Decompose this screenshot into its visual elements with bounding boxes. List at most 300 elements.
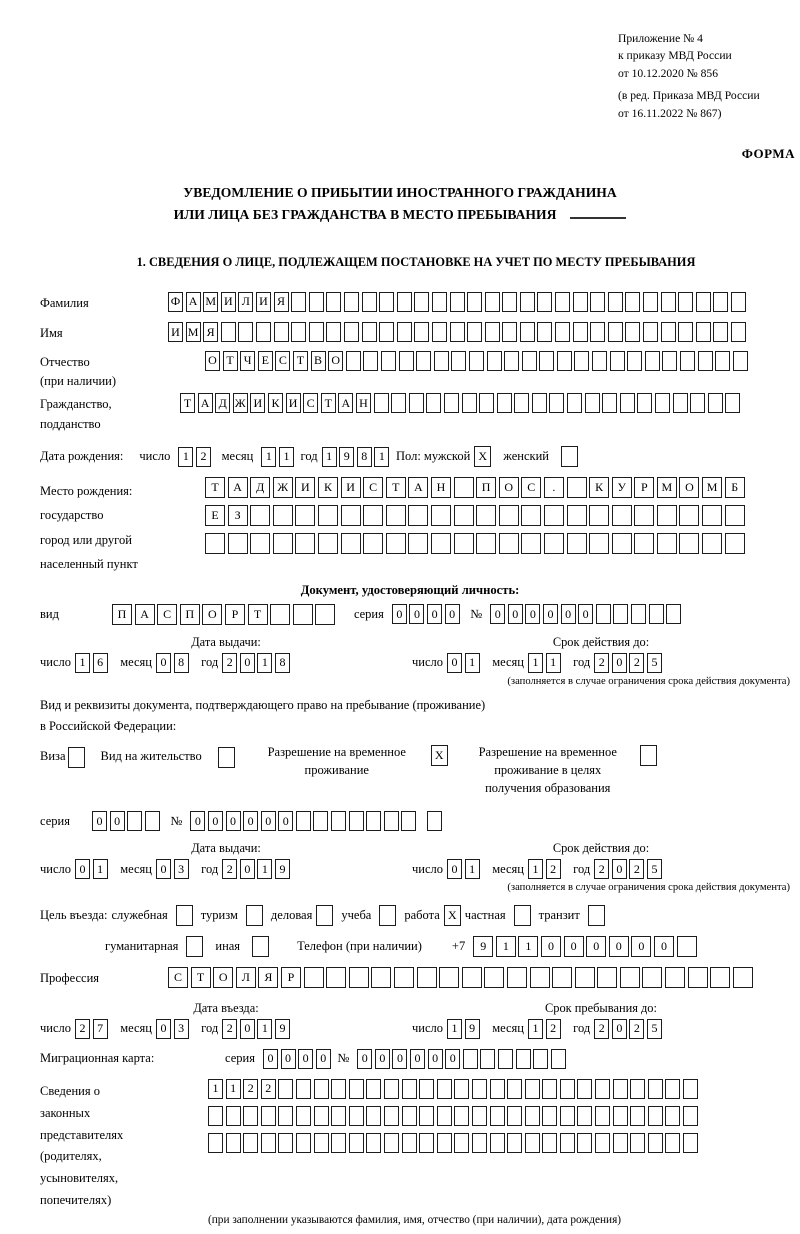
char-cell[interactable] [344,292,359,312]
char-cell[interactable] [521,505,541,526]
char-cell[interactable] [665,1106,680,1126]
char-cell[interactable]: 2 [629,653,644,673]
char-cell[interactable] [490,1133,505,1153]
char-cell[interactable] [408,533,428,554]
char-cell[interactable]: С [521,477,541,498]
char-cell[interactable] [341,505,361,526]
char-cell[interactable] [318,533,338,554]
char-cell[interactable] [463,1049,478,1069]
char-cell[interactable] [507,1079,522,1099]
char-cell[interactable] [585,393,600,413]
char-cell[interactable] [575,967,595,988]
char-cell[interactable] [419,1106,434,1126]
char-cell[interactable] [485,292,500,312]
char-cell[interactable]: 8 [275,653,290,673]
char-cell[interactable] [657,505,677,526]
char-cell[interactable] [454,1079,469,1099]
char-cell[interactable] [627,351,642,371]
res-valid-month-cells[interactable] [528,859,563,879]
char-cell[interactable]: 0 [243,811,258,831]
char-cell[interactable]: 0 [156,653,171,673]
doc-series-cells[interactable] [392,604,462,624]
char-cell[interactable] [595,1106,610,1126]
char-cell[interactable] [278,1106,293,1126]
char-cell[interactable]: А [338,393,353,413]
char-cell[interactable]: А [228,477,248,498]
id-issue-year-cells[interactable] [222,653,292,673]
char-cell[interactable] [537,292,552,312]
char-cell[interactable] [450,292,465,312]
char-cell[interactable]: И [341,477,361,498]
char-cell[interactable]: 1 [75,653,90,673]
char-cell[interactable] [713,322,728,342]
char-cell[interactable]: 1 [518,936,538,957]
char-cell[interactable] [507,1133,522,1153]
char-cell[interactable]: О [679,477,699,498]
char-cell[interactable]: М [186,322,201,342]
char-cell[interactable] [649,604,664,624]
char-cell[interactable]: Р [281,967,301,988]
char-cell[interactable]: Н [356,393,371,413]
char-cell[interactable] [637,393,652,413]
char-cell[interactable] [366,1133,381,1153]
char-cell[interactable] [552,967,572,988]
char-cell[interactable] [454,1133,469,1153]
sex-female-checkbox[interactable] [561,446,578,467]
char-cell[interactable]: 2 [546,1019,561,1039]
char-cell[interactable]: 5 [647,859,662,879]
char-cell[interactable]: О [328,351,343,371]
char-cell[interactable] [516,1049,531,1069]
char-cell[interactable] [655,393,670,413]
char-cell[interactable] [250,505,270,526]
char-cell[interactable]: Ж [273,477,293,498]
char-cell[interactable] [522,351,537,371]
char-cell[interactable] [485,322,500,342]
char-cell[interactable] [315,604,335,625]
char-cell[interactable] [521,533,541,554]
char-cell[interactable] [371,967,391,988]
char-cell[interactable]: И [221,292,236,312]
char-cell[interactable] [502,292,517,312]
char-cell[interactable] [386,533,406,554]
char-cell[interactable]: З [228,505,248,526]
temp-residence-checkbox[interactable] [431,745,448,766]
char-cell[interactable] [408,505,428,526]
char-cell[interactable]: Т [191,967,211,988]
representatives-row1-cells[interactable] [208,1079,701,1099]
char-cell[interactable] [549,393,564,413]
char-cell[interactable]: Н [431,477,451,498]
char-cell[interactable]: 0 [612,859,627,879]
char-cell[interactable] [625,292,640,312]
char-cell[interactable] [384,1106,399,1126]
char-cell[interactable] [252,936,269,957]
char-cell[interactable]: 2 [196,447,211,467]
char-cell[interactable] [243,1106,258,1126]
profession-cells[interactable] [168,967,755,988]
char-cell[interactable] [678,292,693,312]
char-cell[interactable] [291,322,306,342]
char-cell[interactable] [304,967,324,988]
char-cell[interactable] [731,292,746,312]
char-cell[interactable]: 0 [392,604,407,624]
char-cell[interactable] [437,1079,452,1099]
char-cell[interactable]: 0 [392,1049,407,1069]
char-cell[interactable]: 5 [647,1019,662,1039]
char-cell[interactable] [349,1133,364,1153]
char-cell[interactable] [261,1133,276,1153]
purpose-private-checkbox[interactable] [514,905,531,926]
char-cell[interactable]: 0 [578,604,593,624]
char-cell[interactable] [520,292,535,312]
char-cell[interactable] [532,393,547,413]
char-cell[interactable] [688,967,708,988]
char-cell[interactable] [362,322,377,342]
char-cell[interactable]: 0 [445,604,460,624]
char-cell[interactable] [68,747,85,768]
char-cell[interactable] [472,1106,487,1126]
char-cell[interactable] [589,533,609,554]
char-cell[interactable]: П [180,604,200,625]
char-cell[interactable] [246,905,263,926]
char-cell[interactable] [278,1079,293,1099]
birth-day-cells[interactable] [178,447,213,467]
char-cell[interactable] [577,1133,592,1153]
char-cell[interactable] [309,292,324,312]
char-cell[interactable] [497,393,512,413]
char-cell[interactable] [690,393,705,413]
char-cell[interactable] [725,505,745,526]
char-cell[interactable]: 0 [508,604,523,624]
char-cell[interactable] [551,1049,566,1069]
char-cell[interactable]: 0 [240,1019,255,1039]
char-cell[interactable]: С [303,393,318,413]
purpose-other-checkbox[interactable] [252,936,269,957]
id-issue-day-cells[interactable] [75,653,110,673]
char-cell[interactable]: 9 [465,1019,480,1039]
char-cell[interactable]: 2 [222,653,237,673]
char-cell[interactable] [386,505,406,526]
char-cell[interactable] [454,505,474,526]
char-cell[interactable]: 1 [322,447,337,467]
char-cell[interactable]: X [431,745,448,766]
char-cell[interactable] [596,604,611,624]
char-cell[interactable] [397,322,412,342]
doc-kind-cells[interactable] [112,604,338,625]
char-cell[interactable]: Т [205,477,225,498]
char-cell[interactable] [708,393,723,413]
purpose-business-checkbox[interactable] [316,905,333,926]
res-number-extra-cell[interactable] [427,811,445,831]
char-cell[interactable]: Т [180,393,195,413]
char-cell[interactable]: Ж [233,393,248,413]
char-cell[interactable] [537,322,552,342]
char-cell[interactable] [270,604,290,625]
res-issue-year-cells[interactable] [222,859,292,879]
char-cell[interactable]: 2 [243,1079,258,1099]
char-cell[interactable] [560,1106,575,1126]
char-cell[interactable]: М [203,292,218,312]
char-cell[interactable] [620,393,635,413]
char-cell[interactable] [634,533,654,554]
id-valid-year-cells[interactable] [594,653,664,673]
purpose-official-checkbox[interactable] [176,905,193,926]
id-issue-month-cells[interactable] [156,653,191,673]
char-cell[interactable]: 0 [92,811,107,831]
char-cell[interactable] [243,1133,258,1153]
char-cell[interactable]: 1 [208,1079,223,1099]
char-cell[interactable] [432,322,447,342]
char-cell[interactable]: 8 [357,447,372,467]
char-cell[interactable]: К [268,393,283,413]
char-cell[interactable] [250,533,270,554]
char-cell[interactable]: 0 [357,1049,372,1069]
char-cell[interactable]: 0 [208,811,223,831]
char-cell[interactable]: Т [321,393,336,413]
char-cell[interactable] [499,533,519,554]
char-cell[interactable]: 0 [525,604,540,624]
char-cell[interactable] [567,477,587,498]
char-cell[interactable] [490,1106,505,1126]
char-cell[interactable]: 0 [156,1019,171,1039]
char-cell[interactable] [384,811,399,831]
char-cell[interactable] [432,292,447,312]
stay-year-cells[interactable] [594,1019,664,1039]
char-cell[interactable] [602,393,617,413]
char-cell[interactable]: Е [258,351,273,371]
res-issue-day-cells[interactable] [75,859,110,879]
char-cell[interactable] [313,811,328,831]
char-cell[interactable] [679,533,699,554]
purpose-work-checkbox[interactable] [444,905,461,926]
char-cell[interactable] [349,967,369,988]
char-cell[interactable] [642,967,662,988]
char-cell[interactable]: 0 [75,859,90,879]
char-cell[interactable]: 1 [528,859,543,879]
char-cell[interactable] [476,505,496,526]
char-cell[interactable] [414,292,429,312]
char-cell[interactable] [574,351,589,371]
char-cell[interactable] [640,745,657,766]
sex-male-checkbox[interactable] [474,446,491,467]
char-cell[interactable] [402,1133,417,1153]
char-cell[interactable] [733,967,753,988]
char-cell[interactable]: 1 [257,1019,272,1039]
char-cell[interactable]: 0 [156,859,171,879]
char-cell[interactable] [634,505,654,526]
char-cell[interactable] [326,292,341,312]
char-cell[interactable] [186,936,203,957]
char-cell[interactable]: 1 [528,653,543,673]
char-cell[interactable]: 0 [226,811,241,831]
char-cell[interactable] [346,351,361,371]
char-cell[interactable] [467,322,482,342]
surname-cells[interactable] [168,292,749,312]
char-cell[interactable]: 2 [75,1019,90,1039]
char-cell[interactable]: 8 [174,653,189,673]
char-cell[interactable] [479,393,494,413]
char-cell[interactable] [725,533,745,554]
char-cell[interactable] [331,1079,346,1099]
char-cell[interactable]: 1 [496,936,516,957]
char-cell[interactable]: 1 [178,447,193,467]
char-cell[interactable] [295,533,315,554]
char-cell[interactable] [630,1106,645,1126]
char-cell[interactable]: С [168,967,188,988]
char-cell[interactable] [625,322,640,342]
char-cell[interactable] [476,533,496,554]
char-cell[interactable] [683,1079,698,1099]
char-cell[interactable]: 1 [257,653,272,673]
char-cell[interactable]: 0 [375,1049,390,1069]
char-cell[interactable]: И [250,393,265,413]
char-cell[interactable]: 7 [93,1019,108,1039]
migration-number-cells[interactable] [357,1049,568,1069]
char-cell[interactable] [462,967,482,988]
char-cell[interactable]: Б [725,477,745,498]
char-cell[interactable] [677,936,697,957]
char-cell[interactable] [679,505,699,526]
char-cell[interactable] [710,967,730,988]
char-cell[interactable]: 2 [594,653,609,673]
char-cell[interactable] [713,292,728,312]
char-cell[interactable] [662,351,677,371]
char-cell[interactable] [630,1133,645,1153]
char-cell[interactable] [341,533,361,554]
char-cell[interactable]: 0 [428,1049,443,1069]
char-cell[interactable] [314,1133,329,1153]
char-cell[interactable] [261,1106,276,1126]
char-cell[interactable]: П [112,604,132,625]
char-cell[interactable] [715,351,730,371]
char-cell[interactable]: 2 [594,859,609,879]
char-cell[interactable]: 1 [93,859,108,879]
char-cell[interactable] [381,351,396,371]
char-cell[interactable] [484,967,504,988]
stay-day-cells[interactable] [447,1019,482,1039]
char-cell[interactable]: Д [215,393,230,413]
char-cell[interactable]: Т [293,351,308,371]
birthplace-row2-cells[interactable] [205,505,747,526]
char-cell[interactable] [379,292,394,312]
char-cell[interactable] [349,1079,364,1099]
res-valid-year-cells[interactable] [594,859,664,879]
char-cell[interactable] [416,351,431,371]
char-cell[interactable]: Т [248,604,268,625]
char-cell[interactable] [273,505,293,526]
char-cell[interactable] [397,292,412,312]
char-cell[interactable]: Я [203,322,218,342]
visa-checkbox[interactable] [68,747,85,768]
char-cell[interactable] [608,292,623,312]
char-cell[interactable]: 0 [316,1049,331,1069]
purpose-transit-checkbox[interactable] [588,905,605,926]
char-cell[interactable] [417,967,437,988]
char-cell[interactable] [228,533,248,554]
char-cell[interactable] [399,351,414,371]
char-cell[interactable] [469,351,484,371]
char-cell[interactable] [366,1079,381,1099]
patronymic-cells[interactable] [205,351,750,371]
char-cell[interactable]: 2 [222,1019,237,1039]
char-cell[interactable] [218,747,235,768]
char-cell[interactable] [362,292,377,312]
char-cell[interactable]: 0 [263,1049,278,1069]
char-cell[interactable] [437,1106,452,1126]
char-cell[interactable] [419,1079,434,1099]
name-cells[interactable] [168,322,749,342]
res-number-cells[interactable] [190,811,419,831]
char-cell[interactable]: 0 [541,936,561,957]
char-cell[interactable] [612,533,632,554]
char-cell[interactable] [454,533,474,554]
char-cell[interactable] [331,811,346,831]
char-cell[interactable] [696,322,711,342]
char-cell[interactable]: А [198,393,213,413]
char-cell[interactable] [331,1133,346,1153]
char-cell[interactable] [295,505,315,526]
char-cell[interactable] [733,351,748,371]
char-cell[interactable]: 0 [240,653,255,673]
char-cell[interactable] [314,1106,329,1126]
char-cell[interactable] [525,1106,540,1126]
char-cell[interactable] [439,967,459,988]
char-cell[interactable]: К [589,477,609,498]
char-cell[interactable] [374,393,389,413]
char-cell[interactable]: X [474,446,491,467]
char-cell[interactable] [544,533,564,554]
char-cell[interactable] [645,351,660,371]
char-cell[interactable] [208,1106,223,1126]
char-cell[interactable] [427,811,442,831]
char-cell[interactable]: В [311,351,326,371]
char-cell[interactable] [326,322,341,342]
char-cell[interactable] [590,322,605,342]
char-cell[interactable]: Я [258,967,278,988]
char-cell[interactable]: 0 [654,936,674,957]
char-cell[interactable] [698,351,713,371]
char-cell[interactable] [613,1079,628,1099]
char-cell[interactable] [366,811,381,831]
char-cell[interactable]: У [612,477,632,498]
char-cell[interactable]: И [286,393,301,413]
char-cell[interactable] [702,505,722,526]
char-cell[interactable]: К [318,477,338,498]
char-cell[interactable] [610,351,625,371]
char-cell[interactable] [274,322,289,342]
char-cell[interactable] [291,292,306,312]
char-cell[interactable] [419,1133,434,1153]
phone-cells[interactable] [473,936,699,957]
char-cell[interactable] [542,1079,557,1099]
char-cell[interactable] [349,1106,364,1126]
char-cell[interactable] [451,351,466,371]
char-cell[interactable] [665,967,685,988]
char-cell[interactable]: 0 [631,936,651,957]
char-cell[interactable]: А [186,292,201,312]
char-cell[interactable]: 1 [546,653,561,673]
char-cell[interactable]: 0 [110,811,125,831]
char-cell[interactable] [309,322,324,342]
char-cell[interactable]: 0 [190,811,205,831]
char-cell[interactable]: П [476,477,496,498]
char-cell[interactable]: А [408,477,428,498]
char-cell[interactable]: 0 [447,653,462,673]
char-cell[interactable]: А [135,604,155,625]
char-cell[interactable]: Е [205,505,225,526]
char-cell[interactable] [683,1106,698,1126]
